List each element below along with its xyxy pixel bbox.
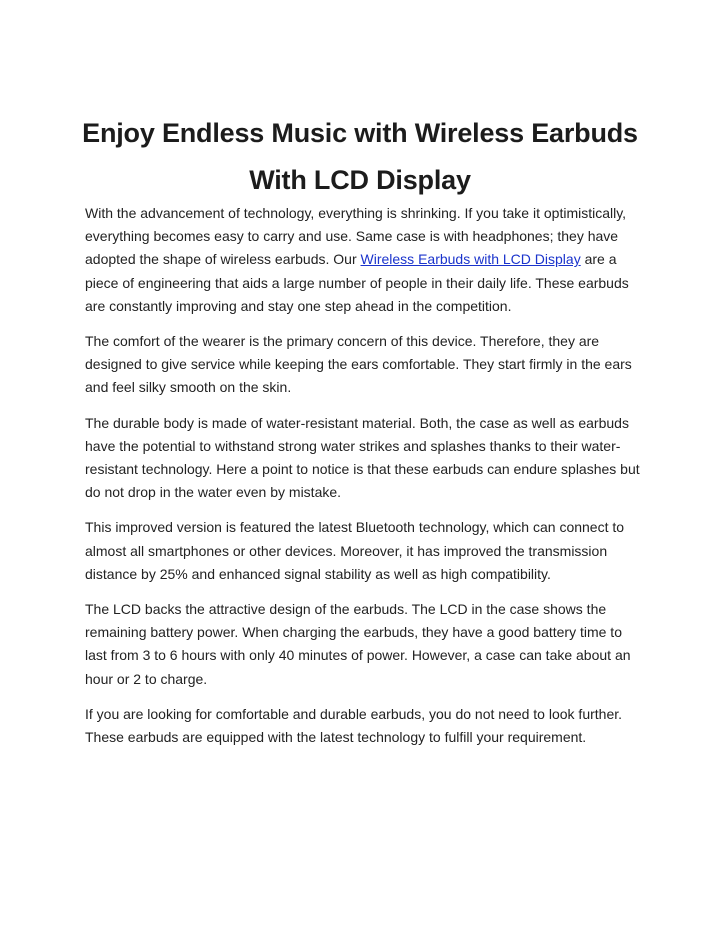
paragraph-intro-text-after-link: are a piece of engineering that aids a large number of people in their daily life. These earbuds are constantly improving and stay one step ahead in the competition.	[85, 251, 629, 314]
wireless-earbuds-link[interactable]: Wireless Earbuds with LCD Display	[360, 251, 581, 268]
paragraph-intro-text-before-link: With the advancement of technology, everything is shrinking. If you take it optimistically, everything becomes easy to carry and use. Same case is with headphones; they have adopted the shape of wireless earbuds. Our	[85, 205, 627, 268]
paragraph-lcd-battery: The LCD backs the attractive design of the earbuds. The LCD in the case shows the remaining battery power. When charging the earbuds, they have a good battery time to last from 3 to 6 hours with only 40 minutes of power. However, a case can take about an hour or 2 to charge.	[85, 601, 631, 687]
document-title: Enjoy Endless Music with Wireless Earbuds With LCD Display	[82, 118, 638, 195]
paragraph-comfort: The comfort of the wearer is the primary concern of this device. Therefore, they are designed to give service while keeping the ears comfortable. They start firmly in the ears and feel silky smooth on the skin.	[85, 333, 632, 396]
paragraph-conclusion: If you are looking for comfortable and durable earbuds, you do not need to look further. These earbuds are equipped with the latest technology to fulfill your requirement.	[85, 705, 623, 746]
paragraph-intro	[85, 202, 640, 318]
paragraph-bluetooth: This improved version is featured the latest Bluetooth technology, which can connect to almost all smartphones or other devices. Moreover, it has improved the transmission distance by 25% and enhanced signal stability as well as high compatibility.	[85, 519, 625, 582]
paragraph-durability: The durable body is made of water-resistant material. Both, the case as well as earbuds have the potential to withstand strong water strikes and splashes thanks to their water-resistant technology. Here a point to notice is that these earbuds can endure splashes but do not drop in the water even by mistake.	[85, 414, 640, 501]
document-body	[85, 202, 640, 761]
